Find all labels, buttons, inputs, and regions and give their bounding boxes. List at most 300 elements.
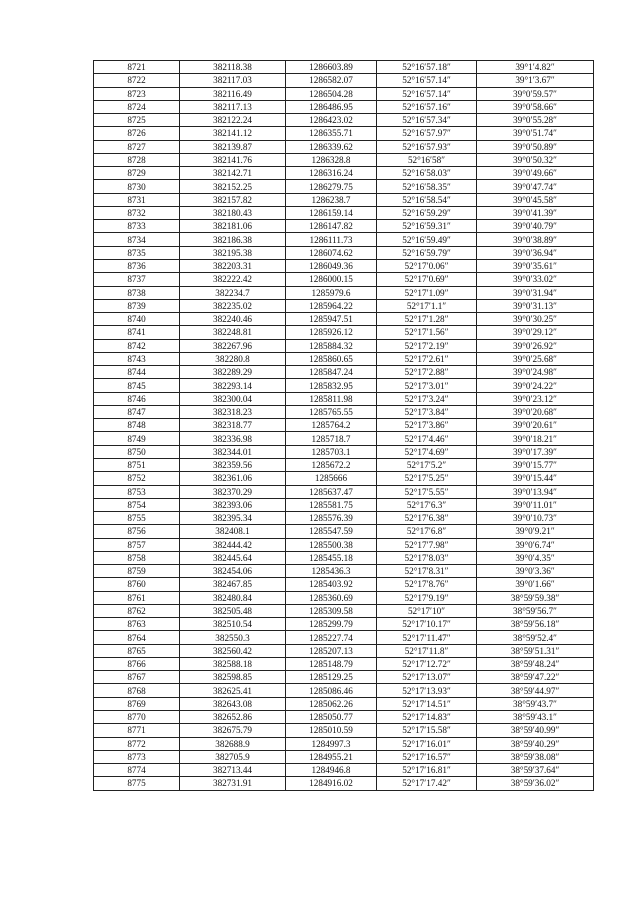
table-row bbox=[94, 578, 594, 591]
latitude-cell: 52°17′1.56″ bbox=[377, 326, 477, 339]
table-row bbox=[94, 458, 594, 471]
y-coordinate-cell: 1285360.69 bbox=[286, 591, 377, 604]
x-coordinate-cell: 382588.18 bbox=[180, 657, 286, 670]
x-coordinate-cell: 382116.49 bbox=[180, 87, 286, 100]
longitude-cell: 39°0′26.92″ bbox=[477, 339, 594, 352]
latitude-cell: 52°17′3.84″ bbox=[377, 405, 477, 418]
table-row bbox=[94, 419, 594, 432]
table-row bbox=[94, 61, 594, 74]
point-number-cell: 8724 bbox=[94, 100, 180, 113]
y-coordinate-cell: 1286486.95 bbox=[286, 100, 377, 113]
point-number-cell: 8739 bbox=[94, 299, 180, 312]
point-number-cell: 8721 bbox=[94, 61, 180, 74]
longitude-cell: 38°59′36.02″ bbox=[477, 777, 594, 790]
coordinate-table bbox=[93, 60, 594, 791]
point-number-cell: 8762 bbox=[94, 604, 180, 617]
longitude-cell: 38°59′43.1″ bbox=[477, 711, 594, 724]
point-number-cell: 8754 bbox=[94, 498, 180, 511]
y-coordinate-cell: 1284997.3 bbox=[286, 737, 377, 750]
x-coordinate-cell: 382186.38 bbox=[180, 233, 286, 246]
x-coordinate-cell: 382117.13 bbox=[180, 100, 286, 113]
y-coordinate-cell: 1285455.18 bbox=[286, 551, 377, 564]
x-coordinate-cell: 382222.42 bbox=[180, 273, 286, 286]
y-coordinate-cell: 1285964.22 bbox=[286, 299, 377, 312]
table-row bbox=[94, 193, 594, 206]
point-number-cell: 8723 bbox=[94, 87, 180, 100]
latitude-cell: 52°17′11.8″ bbox=[377, 644, 477, 657]
table-row bbox=[94, 366, 594, 379]
latitude-cell: 52°17′16.01″ bbox=[377, 737, 477, 750]
table-row bbox=[94, 644, 594, 657]
point-number-cell: 8771 bbox=[94, 724, 180, 737]
longitude-cell: 39°0′20.68″ bbox=[477, 405, 594, 418]
table-row bbox=[94, 684, 594, 697]
latitude-cell: 52°17′4.69″ bbox=[377, 445, 477, 458]
point-number-cell: 8728 bbox=[94, 153, 180, 166]
x-coordinate-cell: 382203.31 bbox=[180, 259, 286, 272]
point-number-cell: 8763 bbox=[94, 618, 180, 631]
longitude-cell: 38°59′40.29″ bbox=[477, 737, 594, 750]
latitude-cell: 52°17′6.3″ bbox=[377, 498, 477, 511]
table-row bbox=[94, 618, 594, 631]
longitude-cell: 38°59′44.97″ bbox=[477, 684, 594, 697]
y-coordinate-cell: 1285403.92 bbox=[286, 578, 377, 591]
longitude-cell: 39°0′13.94″ bbox=[477, 485, 594, 498]
longitude-cell: 39°1′3.67″ bbox=[477, 74, 594, 87]
y-coordinate-cell: 1286504.28 bbox=[286, 87, 377, 100]
latitude-cell: 52°17′3.01″ bbox=[377, 379, 477, 392]
latitude-cell: 52°17′4.46″ bbox=[377, 432, 477, 445]
point-number-cell: 8759 bbox=[94, 565, 180, 578]
table-row bbox=[94, 565, 594, 578]
table-row bbox=[94, 750, 594, 763]
y-coordinate-cell: 1286316.24 bbox=[286, 167, 377, 180]
latitude-cell: 52°16′57.18″ bbox=[377, 61, 477, 74]
x-coordinate-cell: 382454.06 bbox=[180, 565, 286, 578]
longitude-cell: 39°0′41.39″ bbox=[477, 206, 594, 219]
x-coordinate-cell: 382289.29 bbox=[180, 366, 286, 379]
point-number-cell: 8752 bbox=[94, 472, 180, 485]
x-coordinate-cell: 382117.03 bbox=[180, 74, 286, 87]
latitude-cell: 52°17′17.42″ bbox=[377, 777, 477, 790]
longitude-cell: 39°0′31.94″ bbox=[477, 286, 594, 299]
x-coordinate-cell: 382675.79 bbox=[180, 724, 286, 737]
point-number-cell: 8743 bbox=[94, 352, 180, 365]
point-number-cell: 8722 bbox=[94, 74, 180, 87]
longitude-cell: 39°0′9.21″ bbox=[477, 525, 594, 538]
x-coordinate-cell: 382445.64 bbox=[180, 551, 286, 564]
longitude-cell: 39°0′15.77″ bbox=[477, 458, 594, 471]
point-number-cell: 8742 bbox=[94, 339, 180, 352]
point-number-cell: 8773 bbox=[94, 750, 180, 763]
latitude-cell: 52°17′13.07″ bbox=[377, 671, 477, 684]
longitude-cell: 38°59′37.64″ bbox=[477, 764, 594, 777]
y-coordinate-cell: 1286355.71 bbox=[286, 127, 377, 140]
point-number-cell: 8769 bbox=[94, 697, 180, 710]
latitude-cell: 52°16′58.03″ bbox=[377, 167, 477, 180]
point-number-cell: 8740 bbox=[94, 313, 180, 326]
longitude-cell: 38°59′47.22″ bbox=[477, 671, 594, 684]
latitude-cell: 52°17′1.1″ bbox=[377, 299, 477, 312]
longitude-cell: 38°59′52.4″ bbox=[477, 631, 594, 644]
table-row bbox=[94, 100, 594, 113]
point-number-cell: 8756 bbox=[94, 525, 180, 538]
table-row bbox=[94, 286, 594, 299]
point-number-cell: 8770 bbox=[94, 711, 180, 724]
y-coordinate-cell: 1285637.47 bbox=[286, 485, 377, 498]
latitude-cell: 52°17′14.51″ bbox=[377, 697, 477, 710]
y-coordinate-cell: 1285299.79 bbox=[286, 618, 377, 631]
longitude-cell: 39°0′24.22″ bbox=[477, 379, 594, 392]
x-coordinate-cell: 382480.84 bbox=[180, 591, 286, 604]
latitude-cell: 52°16′59.31″ bbox=[377, 220, 477, 233]
y-coordinate-cell: 1285860.65 bbox=[286, 352, 377, 365]
longitude-cell: 38°59′59.38″ bbox=[477, 591, 594, 604]
y-coordinate-cell: 1285062.26 bbox=[286, 697, 377, 710]
longitude-cell: 39°0′15.44″ bbox=[477, 472, 594, 485]
x-coordinate-cell: 382731.91 bbox=[180, 777, 286, 790]
y-coordinate-cell: 1286111.73 bbox=[286, 233, 377, 246]
y-coordinate-cell: 1285576.39 bbox=[286, 512, 377, 525]
point-number-cell: 8750 bbox=[94, 445, 180, 458]
table-row bbox=[94, 153, 594, 166]
longitude-cell: 39°0′23.12″ bbox=[477, 392, 594, 405]
y-coordinate-cell: 1285148.79 bbox=[286, 657, 377, 670]
point-number-cell: 8726 bbox=[94, 127, 180, 140]
x-coordinate-cell: 382195.38 bbox=[180, 246, 286, 259]
longitude-cell: 39°0′50.32″ bbox=[477, 153, 594, 166]
y-coordinate-cell: 1285010.59 bbox=[286, 724, 377, 737]
longitude-cell: 39°0′50.89″ bbox=[477, 140, 594, 153]
y-coordinate-cell: 1286147.82 bbox=[286, 220, 377, 233]
point-number-cell: 8764 bbox=[94, 631, 180, 644]
longitude-cell: 38°59′38.08″ bbox=[477, 750, 594, 763]
x-coordinate-cell: 382181.06 bbox=[180, 220, 286, 233]
table-row bbox=[94, 339, 594, 352]
y-coordinate-cell: 1284946.8 bbox=[286, 764, 377, 777]
latitude-cell: 52°16′57.93″ bbox=[377, 140, 477, 153]
longitude-cell: 39°0′33.02″ bbox=[477, 273, 594, 286]
longitude-cell: 39°0′24.98″ bbox=[477, 366, 594, 379]
y-coordinate-cell: 1285672.2 bbox=[286, 458, 377, 471]
latitude-cell: 52°16′59.49″ bbox=[377, 233, 477, 246]
latitude-cell: 52°16′57.34″ bbox=[377, 114, 477, 127]
y-coordinate-cell: 1284955.21 bbox=[286, 750, 377, 763]
latitude-cell: 52°16′58″ bbox=[377, 153, 477, 166]
latitude-cell: 52°17′8.31″ bbox=[377, 565, 477, 578]
longitude-cell: 39°0′49.66″ bbox=[477, 167, 594, 180]
point-number-cell: 8772 bbox=[94, 737, 180, 750]
point-number-cell: 8768 bbox=[94, 684, 180, 697]
latitude-cell: 52°17′5.55″ bbox=[377, 485, 477, 498]
longitude-cell: 39°0′6.74″ bbox=[477, 538, 594, 551]
table-row bbox=[94, 538, 594, 551]
y-coordinate-cell: 1285227.74 bbox=[286, 631, 377, 644]
latitude-cell: 52°17′8.76″ bbox=[377, 578, 477, 591]
table-row bbox=[94, 140, 594, 153]
point-number-cell: 8745 bbox=[94, 379, 180, 392]
latitude-cell: 52°17′1.09″ bbox=[377, 286, 477, 299]
longitude-cell: 39°0′20.61″ bbox=[477, 419, 594, 432]
table-row bbox=[94, 167, 594, 180]
point-number-cell: 8730 bbox=[94, 180, 180, 193]
latitude-cell: 52°17′0.69″ bbox=[377, 273, 477, 286]
point-number-cell: 8761 bbox=[94, 591, 180, 604]
x-coordinate-cell: 382393.06 bbox=[180, 498, 286, 511]
table-row bbox=[94, 591, 594, 604]
table-row bbox=[94, 604, 594, 617]
table-row bbox=[94, 657, 594, 670]
point-number-cell: 8775 bbox=[94, 777, 180, 790]
point-number-cell: 8774 bbox=[94, 764, 180, 777]
table-row bbox=[94, 671, 594, 684]
longitude-cell: 39°0′31.13″ bbox=[477, 299, 594, 312]
y-coordinate-cell: 1285207.13 bbox=[286, 644, 377, 657]
longitude-cell: 39°0′10.73″ bbox=[477, 512, 594, 525]
x-coordinate-cell: 382713.44 bbox=[180, 764, 286, 777]
latitude-cell: 52°16′57.14″ bbox=[377, 87, 477, 100]
x-coordinate-cell: 382318.77 bbox=[180, 419, 286, 432]
latitude-cell: 52°17′16.57″ bbox=[377, 750, 477, 763]
table-row bbox=[94, 392, 594, 405]
x-coordinate-cell: 382122.24 bbox=[180, 114, 286, 127]
longitude-cell: 38°59′56.18″ bbox=[477, 618, 594, 631]
y-coordinate-cell: 1286159.14 bbox=[286, 206, 377, 219]
x-coordinate-cell: 382293.14 bbox=[180, 379, 286, 392]
latitude-cell: 52°16′59.29″ bbox=[377, 206, 477, 219]
y-coordinate-cell: 1285436.3 bbox=[286, 565, 377, 578]
point-number-cell: 8725 bbox=[94, 114, 180, 127]
point-number-cell: 8738 bbox=[94, 286, 180, 299]
x-coordinate-cell: 382141.76 bbox=[180, 153, 286, 166]
table-row bbox=[94, 525, 594, 538]
table-row bbox=[94, 313, 594, 326]
y-coordinate-cell: 1286328.8 bbox=[286, 153, 377, 166]
coordinate-table-container bbox=[93, 60, 593, 791]
table-row bbox=[94, 246, 594, 259]
latitude-cell: 52°17′2.88″ bbox=[377, 366, 477, 379]
longitude-cell: 39°0′25.68″ bbox=[477, 352, 594, 365]
y-coordinate-cell: 1285811.98 bbox=[286, 392, 377, 405]
point-number-cell: 8727 bbox=[94, 140, 180, 153]
latitude-cell: 52°16′57.97″ bbox=[377, 127, 477, 140]
y-coordinate-cell: 1285832.95 bbox=[286, 379, 377, 392]
x-coordinate-cell: 382141.12 bbox=[180, 127, 286, 140]
x-coordinate-cell: 382234.7 bbox=[180, 286, 286, 299]
table-row bbox=[94, 259, 594, 272]
table-row bbox=[94, 180, 594, 193]
table-row bbox=[94, 273, 594, 286]
y-coordinate-cell: 1286339.62 bbox=[286, 140, 377, 153]
latitude-cell: 52°17′12.72″ bbox=[377, 657, 477, 670]
point-number-cell: 8744 bbox=[94, 366, 180, 379]
x-coordinate-cell: 382550.3 bbox=[180, 631, 286, 644]
longitude-cell: 38°59′40.99″ bbox=[477, 724, 594, 737]
point-number-cell: 8737 bbox=[94, 273, 180, 286]
coordinate-table-body bbox=[94, 61, 594, 791]
latitude-cell: 52°17′3.24″ bbox=[377, 392, 477, 405]
table-row bbox=[94, 631, 594, 644]
table-row bbox=[94, 485, 594, 498]
longitude-cell: 39°0′17.39″ bbox=[477, 445, 594, 458]
table-row bbox=[94, 764, 594, 777]
x-coordinate-cell: 382235.02 bbox=[180, 299, 286, 312]
x-coordinate-cell: 382267.96 bbox=[180, 339, 286, 352]
y-coordinate-cell: 1285718.7 bbox=[286, 432, 377, 445]
y-coordinate-cell: 1285547.59 bbox=[286, 525, 377, 538]
y-coordinate-cell: 1285050.77 bbox=[286, 711, 377, 724]
x-coordinate-cell: 382560.42 bbox=[180, 644, 286, 657]
point-number-cell: 8733 bbox=[94, 220, 180, 233]
longitude-cell: 39°0′4.35″ bbox=[477, 551, 594, 564]
point-number-cell: 8732 bbox=[94, 206, 180, 219]
x-coordinate-cell: 382361.06 bbox=[180, 472, 286, 485]
latitude-cell: 52°16′57.14″ bbox=[377, 74, 477, 87]
table-row bbox=[94, 299, 594, 312]
point-number-cell: 8751 bbox=[94, 458, 180, 471]
point-number-cell: 8749 bbox=[94, 432, 180, 445]
latitude-cell: 52°16′58.35″ bbox=[377, 180, 477, 193]
longitude-cell: 39°0′58.66″ bbox=[477, 100, 594, 113]
latitude-cell: 52°17′2.19″ bbox=[377, 339, 477, 352]
latitude-cell: 52°17′5.25″ bbox=[377, 472, 477, 485]
x-coordinate-cell: 382359.56 bbox=[180, 458, 286, 471]
latitude-cell: 52°17′0.06″ bbox=[377, 259, 477, 272]
table-row bbox=[94, 777, 594, 790]
point-number-cell: 8734 bbox=[94, 233, 180, 246]
latitude-cell: 52°17′5.2″ bbox=[377, 458, 477, 471]
table-row bbox=[94, 233, 594, 246]
x-coordinate-cell: 382395.34 bbox=[180, 512, 286, 525]
y-coordinate-cell: 1285765.55 bbox=[286, 405, 377, 418]
latitude-cell: 52°17′16.81″ bbox=[377, 764, 477, 777]
table-row bbox=[94, 737, 594, 750]
table-row bbox=[94, 724, 594, 737]
longitude-cell: 39°0′45.58″ bbox=[477, 193, 594, 206]
x-coordinate-cell: 382505.48 bbox=[180, 604, 286, 617]
point-number-cell: 8746 bbox=[94, 392, 180, 405]
point-number-cell: 8747 bbox=[94, 405, 180, 418]
latitude-cell: 52°17′2.61″ bbox=[377, 352, 477, 365]
y-coordinate-cell: 1285703.1 bbox=[286, 445, 377, 458]
x-coordinate-cell: 382142.71 bbox=[180, 167, 286, 180]
x-coordinate-cell: 382625.41 bbox=[180, 684, 286, 697]
y-coordinate-cell: 1285581.75 bbox=[286, 498, 377, 511]
latitude-cell: 52°17′1.28″ bbox=[377, 313, 477, 326]
x-coordinate-cell: 382318.23 bbox=[180, 405, 286, 418]
longitude-cell: 39°0′55.28″ bbox=[477, 114, 594, 127]
table-row bbox=[94, 87, 594, 100]
point-number-cell: 8760 bbox=[94, 578, 180, 591]
table-row bbox=[94, 206, 594, 219]
y-coordinate-cell: 1285666 bbox=[286, 472, 377, 485]
y-coordinate-cell: 1286279.75 bbox=[286, 180, 377, 193]
point-number-cell: 8729 bbox=[94, 167, 180, 180]
longitude-cell: 39°0′29.12″ bbox=[477, 326, 594, 339]
longitude-cell: 39°1′4.82″ bbox=[477, 61, 594, 74]
table-row bbox=[94, 697, 594, 710]
x-coordinate-cell: 382370.29 bbox=[180, 485, 286, 498]
x-coordinate-cell: 382643.08 bbox=[180, 697, 286, 710]
latitude-cell: 52°17′3.86″ bbox=[377, 419, 477, 432]
x-coordinate-cell: 382598.85 bbox=[180, 671, 286, 684]
point-number-cell: 8736 bbox=[94, 259, 180, 272]
table-row bbox=[94, 405, 594, 418]
point-number-cell: 8757 bbox=[94, 538, 180, 551]
latitude-cell: 52°17′10″ bbox=[377, 604, 477, 617]
x-coordinate-cell: 382705.9 bbox=[180, 750, 286, 763]
y-coordinate-cell: 1286049.36 bbox=[286, 259, 377, 272]
y-coordinate-cell: 1284916.02 bbox=[286, 777, 377, 790]
longitude-cell: 39°0′36.94″ bbox=[477, 246, 594, 259]
longitude-cell: 39°0′1.66″ bbox=[477, 578, 594, 591]
x-coordinate-cell: 382280.8 bbox=[180, 352, 286, 365]
longitude-cell: 39°0′51.74″ bbox=[477, 127, 594, 140]
x-coordinate-cell: 382510.54 bbox=[180, 618, 286, 631]
y-coordinate-cell: 1285947.51 bbox=[286, 313, 377, 326]
y-coordinate-cell: 1286423.02 bbox=[286, 114, 377, 127]
longitude-cell: 39°0′3.36″ bbox=[477, 565, 594, 578]
point-number-cell: 8755 bbox=[94, 512, 180, 525]
table-row bbox=[94, 512, 594, 525]
latitude-cell: 52°17′15.58″ bbox=[377, 724, 477, 737]
latitude-cell: 52°17′13.93″ bbox=[377, 684, 477, 697]
x-coordinate-cell: 382180.43 bbox=[180, 206, 286, 219]
table-row bbox=[94, 472, 594, 485]
x-coordinate-cell: 382152.25 bbox=[180, 180, 286, 193]
table-row bbox=[94, 74, 594, 87]
table-row bbox=[94, 432, 594, 445]
y-coordinate-cell: 1285500.38 bbox=[286, 538, 377, 551]
table-row bbox=[94, 326, 594, 339]
x-coordinate-cell: 382344.01 bbox=[180, 445, 286, 458]
longitude-cell: 38°59′48.24″ bbox=[477, 657, 594, 670]
point-number-cell: 8753 bbox=[94, 485, 180, 498]
y-coordinate-cell: 1286603.89 bbox=[286, 61, 377, 74]
y-coordinate-cell: 1285086.46 bbox=[286, 684, 377, 697]
point-number-cell: 8748 bbox=[94, 419, 180, 432]
point-number-cell: 8767 bbox=[94, 671, 180, 684]
y-coordinate-cell: 1286000.15 bbox=[286, 273, 377, 286]
y-coordinate-cell: 1285129.25 bbox=[286, 671, 377, 684]
point-number-cell: 8741 bbox=[94, 326, 180, 339]
x-coordinate-cell: 382118.38 bbox=[180, 61, 286, 74]
y-coordinate-cell: 1285979.6 bbox=[286, 286, 377, 299]
x-coordinate-cell: 382240.46 bbox=[180, 313, 286, 326]
table-row bbox=[94, 711, 594, 724]
x-coordinate-cell: 382467.85 bbox=[180, 578, 286, 591]
table-row bbox=[94, 379, 594, 392]
latitude-cell: 52°17′8.03″ bbox=[377, 551, 477, 564]
y-coordinate-cell: 1286074.62 bbox=[286, 246, 377, 259]
longitude-cell: 39°0′47.74″ bbox=[477, 180, 594, 193]
point-number-cell: 8731 bbox=[94, 193, 180, 206]
longitude-cell: 39°0′35.61″ bbox=[477, 259, 594, 272]
longitude-cell: 39°0′40.79″ bbox=[477, 220, 594, 233]
y-coordinate-cell: 1285764.2 bbox=[286, 419, 377, 432]
x-coordinate-cell: 382336.98 bbox=[180, 432, 286, 445]
y-coordinate-cell: 1285847.24 bbox=[286, 366, 377, 379]
point-number-cell: 8765 bbox=[94, 644, 180, 657]
longitude-cell: 39°0′59.57″ bbox=[477, 87, 594, 100]
x-coordinate-cell: 382408.1 bbox=[180, 525, 286, 538]
x-coordinate-cell: 382300.04 bbox=[180, 392, 286, 405]
y-coordinate-cell: 1285309.58 bbox=[286, 604, 377, 617]
latitude-cell: 52°16′59.79″ bbox=[377, 246, 477, 259]
y-coordinate-cell: 1286582.07 bbox=[286, 74, 377, 87]
longitude-cell: 39°0′18.21″ bbox=[477, 432, 594, 445]
latitude-cell: 52°16′58.54″ bbox=[377, 193, 477, 206]
